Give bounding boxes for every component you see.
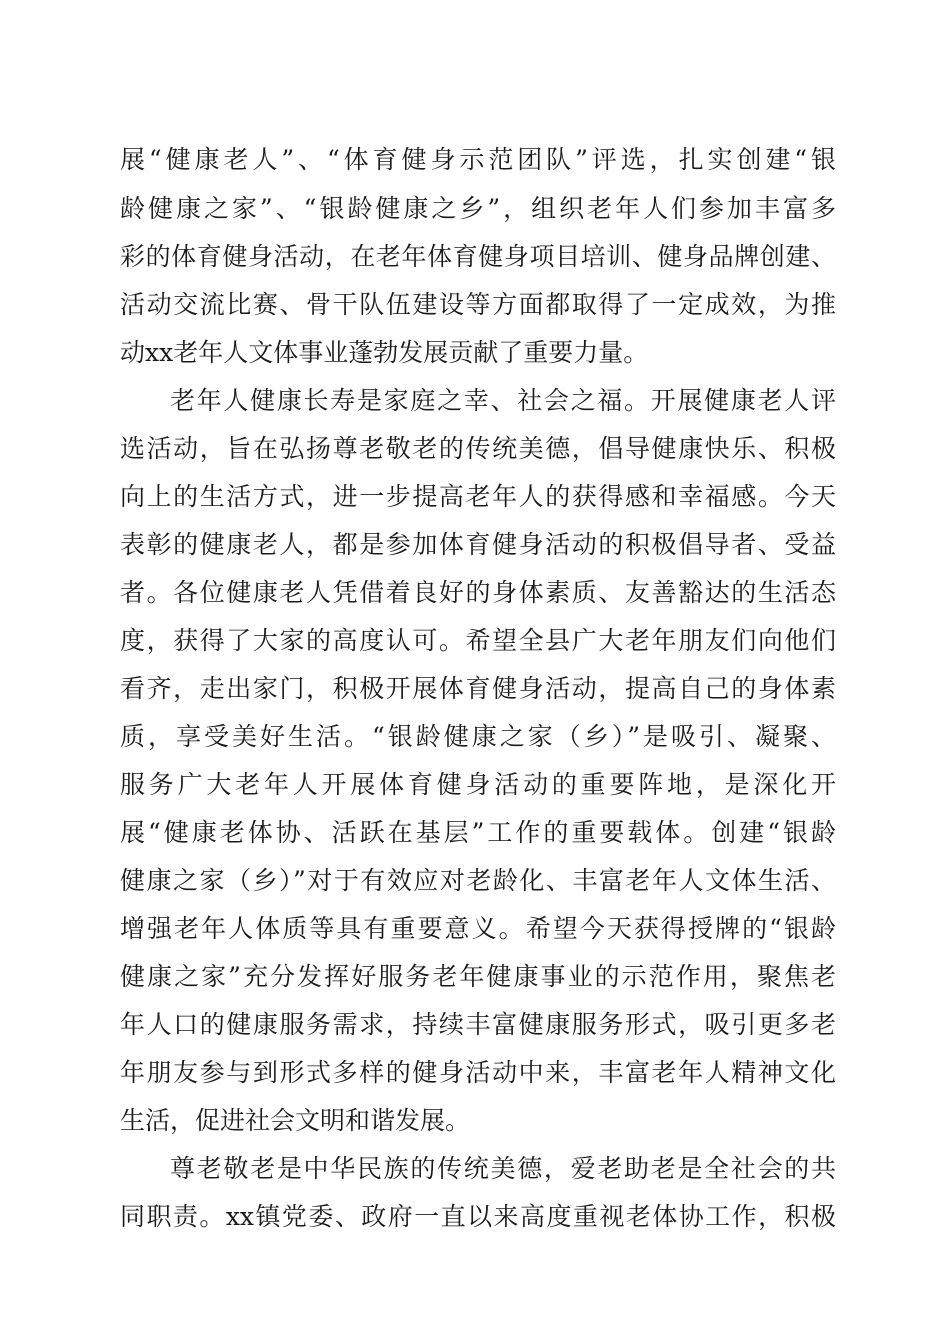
- text-line: 者。各位健康老人凭借着良好的身体素质、友善豁达的生活态: [120, 578, 836, 607]
- text-line: 表彰的健康老人，都是参加体育健身活动的积极倡导者、受益: [120, 530, 836, 559]
- text-line: 选活动，旨在弘扬尊老敬老的传统美德，倡导健康快乐、积极: [120, 434, 836, 463]
- text-line: 同职责。xx镇党委、政府一直以来高度重视老体协工作，积极: [120, 1202, 836, 1231]
- text-line: 看齐，走出家门，积极开展体育健身活动，提高自己的身体素: [120, 674, 836, 703]
- text-line: 动xx老年人文体事业蓬勃发展贡献了重要力量。: [120, 338, 649, 367]
- text-line: 健康之家”充分发挥好服务老年健康事业的示范作用，聚焦老: [120, 962, 836, 991]
- text-line: 老年人健康长寿是家庭之幸、社会之福。开展健康老人评: [170, 386, 836, 415]
- text-line: 展“健康老体协、活跃在基层”工作的重要载体。创建“银龄: [120, 818, 836, 847]
- text-line: 质，享受美好生活。“银龄健康之家（乡）”是吸引、凝聚、: [120, 722, 836, 751]
- text-line: 龄健康之家”、“银龄健康之乡”，组织老年人们参加丰富多: [120, 194, 836, 223]
- text-line: 展“健康老人”、“体育健身示范团队”评选，扎实创建“银: [120, 145, 836, 174]
- text-line: 尊老敬老是中华民族的传统美德，爱老助老是全社会的共: [170, 1154, 836, 1183]
- text-line: 彩的体育健身活动，在老年体育健身项目培训、健身品牌创建、: [120, 242, 836, 271]
- text-line: 年人口的健康服务需求，持续丰富健康服务形式，吸引更多老: [120, 1010, 836, 1039]
- text-line: 活动交流比赛、骨干队伍建设等方面都取得了一定成效，为推: [120, 290, 836, 319]
- text-line: 向上的生活方式，进一步提高老年人的获得感和幸福感。今天: [120, 482, 836, 511]
- text-line: 年朋友参与到形式多样的健身活动中来，丰富老年人精神文化: [120, 1058, 836, 1087]
- text-line: 服务广大老年人开展体育健身活动的重要阵地，是深化开: [120, 770, 836, 799]
- text-line: 度，获得了大家的高度认可。希望全县广大老年朋友们向他们: [120, 626, 836, 655]
- text-line: 生活，促进社会文明和谐发展。: [120, 1106, 471, 1135]
- text-line: 健康之家（乡）”对于有效应对老龄化、丰富老年人文体生活、: [120, 866, 836, 895]
- text-line: 增强老年人体质等具有重要意义。希望今天获得授牌的“银龄: [120, 914, 836, 943]
